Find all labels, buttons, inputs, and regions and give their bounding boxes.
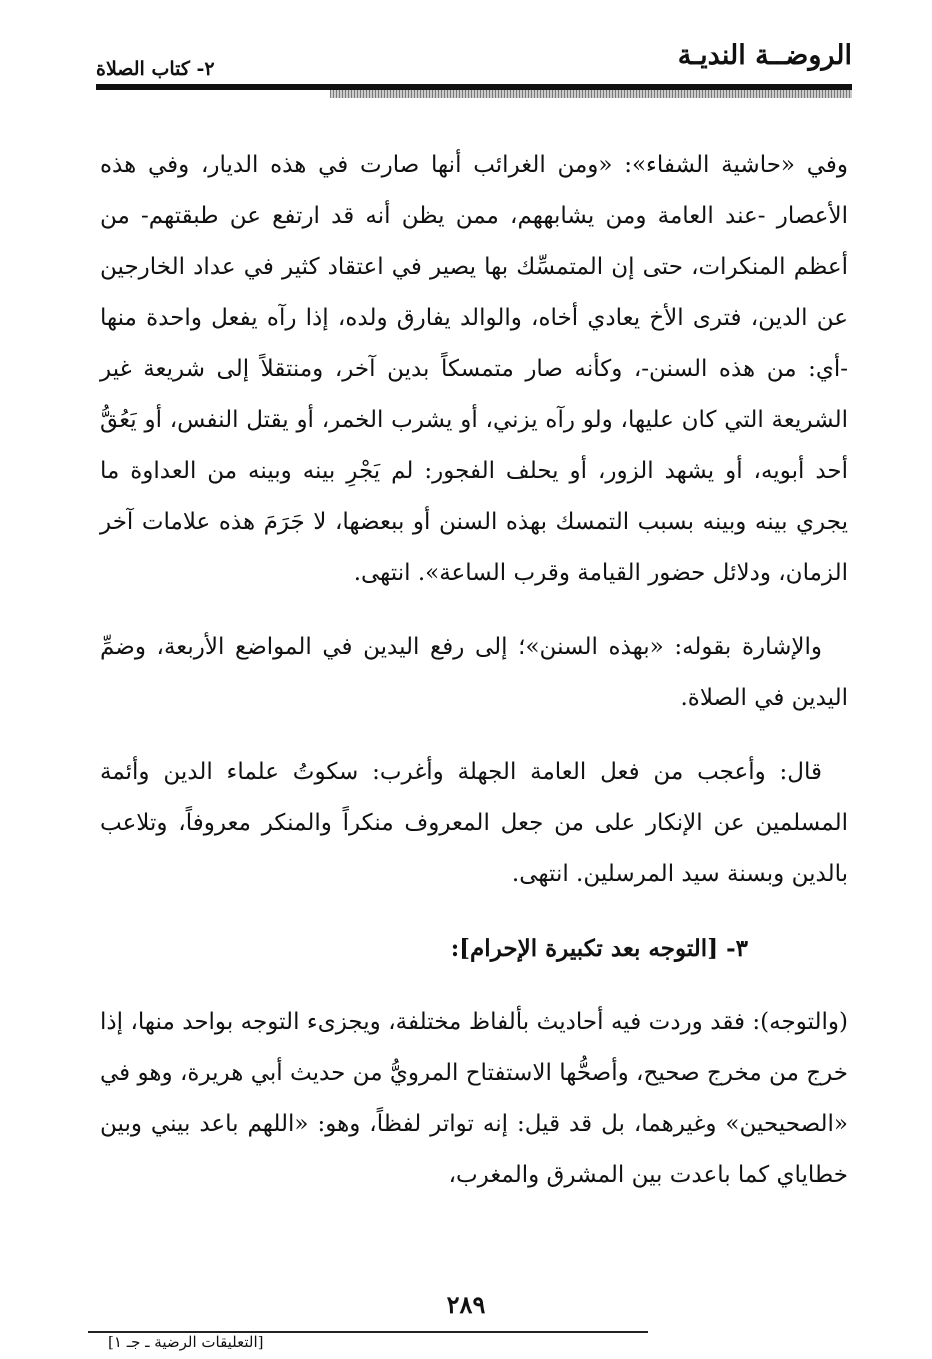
main-text xyxy=(100,140,848,1201)
paragraph-hashiya-quote: وفي «حاشية الشفاء»: «ومن الغرائب أنها صارت في هذه الديار، وفي هذه الأعصار -عند العامة ومن يشابههم، ممن يظن أنه قد ارتفع عن طبقتهم- من أعظم المنكرات، حتى إن المتمسِّك بها يصير في اعتقاد كثير في عداد الخارجين عن الدين، فترى الأخ يعادي أخاه، والوالد يفارق ولده، إذا رآه يفعل واحدة منها -أي: من هذه السنن-، وكأنه صار متمسكاً بدين آخر، ومنتقلاً إلى شريعة غير الشريعة التي كان عليها، ولو رآه يزني، أو يشرب الخمر، أو يقتل النفس، أو يَعُقُّ أحد أبويه، أو يشهد الزور، أو يحلف الفجور: لم يَجْرِ بينه وبينه من العداوة ما يجري بينه وبينه بسبب التمسك بهذه السنن أو ببعضها، لا جَرَمَ هذه علامات آخر الزمان، ودلائل حضور القيامة وقرب الساعة». انتهى. xyxy=(100,152,848,586)
footer-reference: [التعليقات الرضية ـ جـ ١] xyxy=(108,1333,264,1351)
paragraph-tawajjuh: (والتوجه): فقد وردت فيه أحاديث بألفاظ مختلفة، ويجزىء التوجه بواحد منها، إذا خرج من مخرج صحيح، وأصحُّها الاستفتاح المرويُّ من حديث أبي هريرة، وهو في «الصحيحين» وغيرهما، بل قد قيل: إنه تواتر لفظاً، وهو: «اللهم باعد بيني وبين خطاياي كما باعدت بين المشرق والمغرب، xyxy=(100,1009,848,1188)
paragraph-qal: قال: وأعجب من فعل العامة الجهلة وأغرب: سكوتُ علماء الدين وأئمة المسلمين عن الإنكار على من جعل المعروف منكراً والمنكر معروفاً، وتلاعب بالدين وبسنة سيد المرسلين. انتهى. xyxy=(100,759,848,887)
running-header-chapter: ٢- كتاب الصلاة xyxy=(96,58,215,80)
paragraph-ishara: والإشارة بقوله: «بهذه السنن»؛ إلى رفع اليدين في المواضع الأربعة، وضمِّ اليدين في الصلاة. xyxy=(100,634,848,711)
running-header-book-title: الروضــة النديـة xyxy=(677,40,852,71)
section-heading: ٣- [التوجه بعد تكبيرة الإحرام]: xyxy=(450,935,748,962)
page-number: ٢٨٩ xyxy=(446,1290,486,1319)
header-rule-shadow xyxy=(330,90,852,98)
